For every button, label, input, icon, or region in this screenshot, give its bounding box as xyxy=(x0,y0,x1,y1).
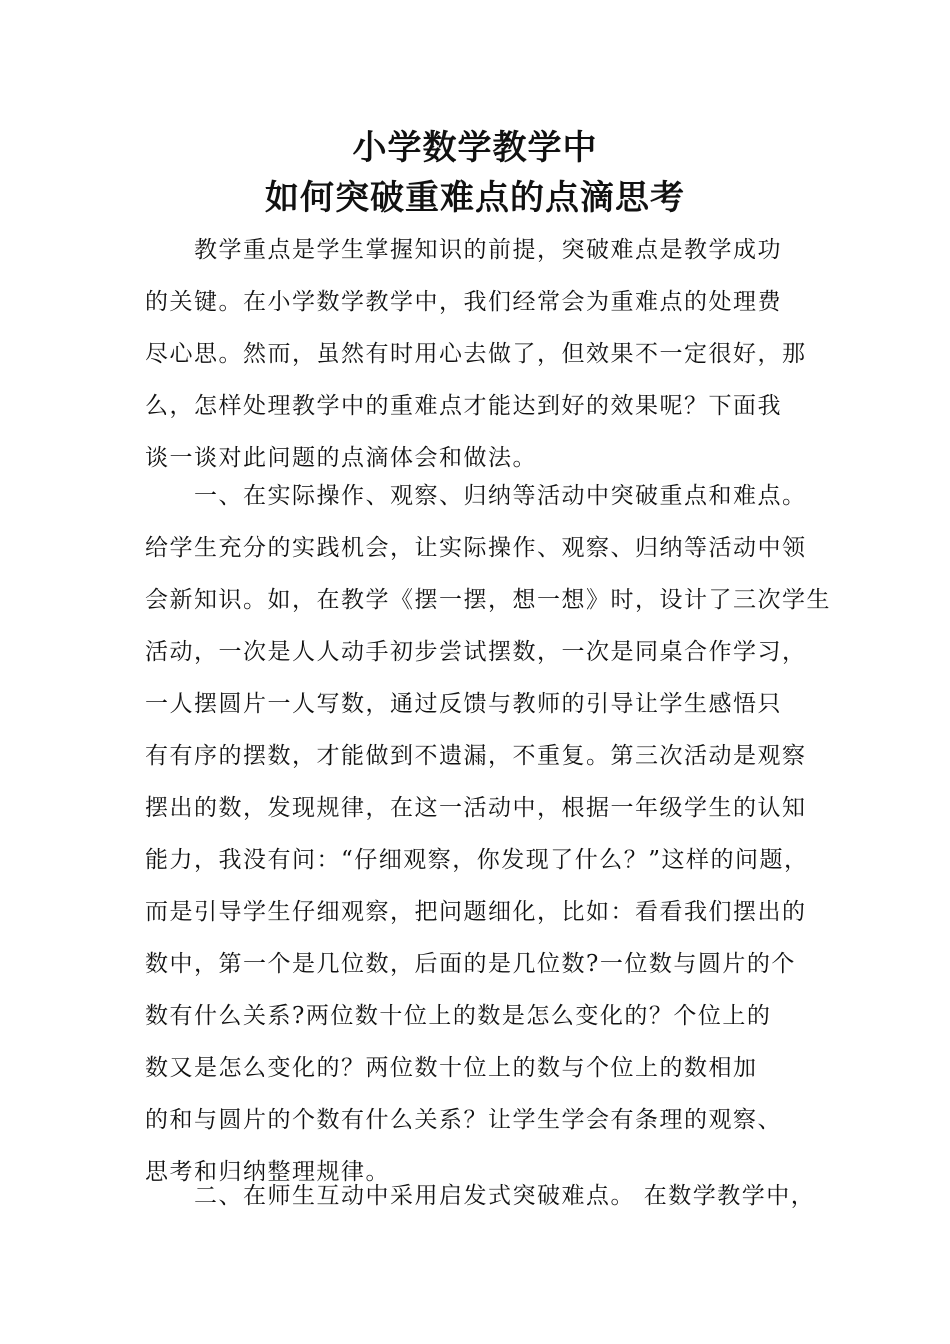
text-line: 的关键。在小学数学教学中，我们经常会为重难点的处理费 xyxy=(145,289,782,315)
text-line: 尽心思。然而，虽然有时用心去做了，但效果不一定很好，那 xyxy=(145,341,807,367)
text-line: 摆出的数，发现规律，在这一活动中，根据一年级学生的认知 xyxy=(145,795,807,821)
text-line: 思考和归纳整理规律。 xyxy=(145,1159,390,1185)
text-line: 活动，一次是人人动手初步尝试摆数，一次是同桌合作学习， xyxy=(145,639,807,665)
text-line: 教学重点是学生掌握知识的前提，突破难点是教学成功 xyxy=(145,237,782,263)
text-line: 数有什么关系?两位数十位上的数是怎么变化的？个位上的 xyxy=(145,1003,772,1029)
text-line: 一人摆圆片一人写数，通过反馈与教师的引导让学生感悟只 xyxy=(145,691,782,717)
text-line: 有有序的摆数，才能做到不遗漏，不重复。第三次活动是观察 xyxy=(145,743,807,769)
text-line: 的和与圆片的个数有什么关系？让学生学会有条理的观察、 xyxy=(145,1107,782,1133)
text-line: 数中，第一个是几位数，后面的是几位数?一位数与圆片的个 xyxy=(145,951,796,977)
document-title-line-1: 小学数学教学中 xyxy=(352,128,598,168)
text-line: 能力，我没有问：“仔细观察，你发现了什么？”这样的问题， xyxy=(145,847,809,873)
document-title-line-2: 如何突破重难点的点滴思考 xyxy=(265,178,685,218)
paragraph-section-2 xyxy=(145,1170,825,1222)
text-line: 二、在师生互动中采用启发式突破难点。 在数学教学中， xyxy=(145,1183,816,1209)
text-line: 给学生充分的实践机会，让实际操作、观察、归纳等活动中领 xyxy=(145,535,807,561)
text-line: 么，怎样处理教学中的重难点才能达到好的效果呢？下面我 xyxy=(145,393,782,419)
text-line: 谈一谈对此问题的点滴体会和做法。 xyxy=(145,445,537,471)
paragraph-section-1 xyxy=(145,470,831,1198)
text-line: 会新知识。如，在教学《摆一摆，想一想》时，设计了三次学生 xyxy=(145,587,831,613)
text-line: 数又是怎么变化的？两位数十位上的数与个位上的数相加 xyxy=(145,1055,758,1081)
text-line: 而是引导学生仔细观察，把问题细化，比如：看看我们摆出的 xyxy=(145,899,807,925)
text-line: 一、在实际操作、观察、归纳等活动中突破重点和难点。 xyxy=(145,483,807,509)
paragraph-intro xyxy=(145,224,825,484)
